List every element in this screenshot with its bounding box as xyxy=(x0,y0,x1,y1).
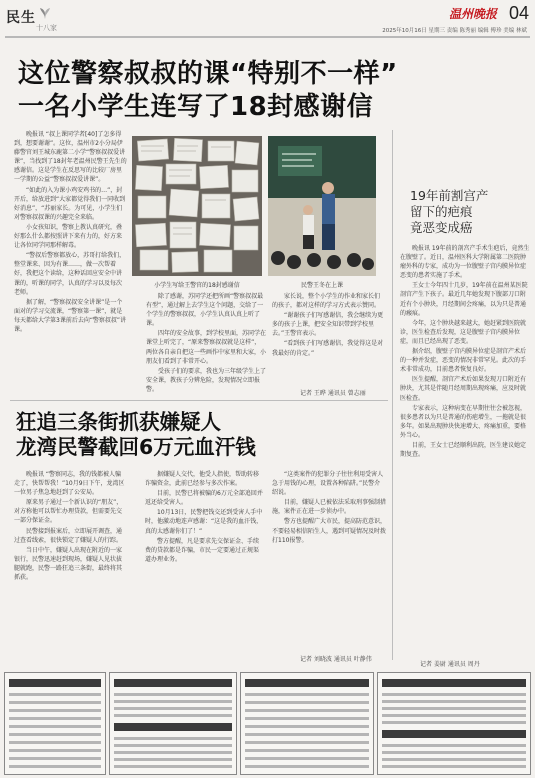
paragraph: 家长说，整个小学生的作业和家长们的孩子，都对这样的学习方式表示赞同。 xyxy=(272,293,381,310)
paragraph: 当日中午，嫌疑人出现在附近的一家银行，民警迅速赶到现场，嫌疑人见状拔腿就跑，民警一路狂追三条街，最终将其抓获。 xyxy=(14,546,123,582)
paragraph: 今年，这个肿块越来越大，她赶紧到医院就诊，医生检查后发现，这是腹壁子宫内膜异位症，而且已经出现了恶变。 xyxy=(400,319,527,345)
section-title: 民生 xyxy=(6,10,36,26)
headline-line-2: 一名小学生连写了18封感谢信 xyxy=(18,92,374,122)
story1-byline: 记者 王晔 通讯员 曾志丽 xyxy=(300,390,366,397)
sidebar-body xyxy=(400,244,530,656)
paragraph: 据嫌疑人交代，他受人指使，帮助转移诈骗资金，此前已经参与多次作案。 xyxy=(145,471,260,488)
second-headline xyxy=(16,410,346,460)
leaf-icon xyxy=(38,6,52,20)
sidebar-headline-line-3: 竟恶变成癌 xyxy=(410,220,473,235)
sidebar-headline xyxy=(410,188,530,236)
story-divider xyxy=(10,400,388,401)
column-divider xyxy=(392,130,393,660)
second-headline-line-2: 龙湾民警截回6万元血汗钱 xyxy=(16,435,256,459)
paragraph: 晚报讯 19年前的剖宫产手术生疤后，竟然生在腹壁了。近日，温州医科大学附属第二医院肿瘤外科的专家，成功为一位腹壁子宫内膜异位症恶变的患者实施了手术。 xyxy=(400,245,530,280)
paragraph: “如此的入为课小鸡安鸡书的…”，封开后，给放进到“大家都觉得我们一同收到好消息”，“苏丽家长。为可见，小学生们对警察叔叔课的兴趣完全来临。 xyxy=(14,186,126,221)
classified-ad xyxy=(377,672,531,775)
paragraph: 据了解，“警察叔叔安全讲课”是一个面对的学习交流课，“警察第一课”，就是每天都给大学第3课前后去向“警察叔叔”讲课。 xyxy=(14,298,127,333)
paragraph: 10月13日，民警把钱交还到受害人手中时，他激动地连声感谢：“这是我的血汗钱，真的太感谢你们了！” xyxy=(145,509,263,535)
right-photo-caption: 民警王冬在上课 xyxy=(300,282,343,289)
paragraph: 目前，嫌疑人已被依法采取刑事强制措施，案件正在进一步侦办中。 xyxy=(272,499,386,516)
thank-you-letters-photo xyxy=(132,136,262,276)
story1-column-2 xyxy=(146,292,266,396)
paragraph: 据介绍，腹壁子宫内膜异位症是剖宫产术后的一种并发症，恶变的情况非常罕见。此次的手术非常成功，目前患者恢复良好。 xyxy=(400,348,527,374)
sidebar-byline: 记者 姜尉 通讯员 周丹 xyxy=(420,661,480,668)
paragraph: 专家表示，这种病变在早期往往会被忽视，很多患者以为只是普通的伤疤增生，一拖就是很多年。如果出现肿块快速增大、疼痛加重，要格外当心。 xyxy=(400,404,527,439)
paragraph: “谢谢孩子们写感谢信，我会继续为更多的孩子上课，把安全知识带到学校里去。”王警官表示。 xyxy=(272,312,384,338)
newspaper-name: 温州晚报 xyxy=(448,7,497,21)
story2-byline: 记者 刘晓波 通讯员 叶静伟 xyxy=(300,656,372,663)
paragraph: “这类案件的犯罪分子往往利用受害人急于用钱的心理，设置各种陷阱。”民警介绍说。 xyxy=(272,471,384,497)
paragraph: 目前，民警已将被骗的6万元全部追回并返还给受害人。 xyxy=(145,490,263,507)
main-headline xyxy=(18,58,518,124)
page-meta: 2025年10月16日 星期三 责编 陈秀丽 编辑 傅珍 美编 林斌 xyxy=(382,28,527,34)
paragraph: 王女士今年四十几岁，19年前在温州某医院剖宫产生下孩子。最近几年她发现下腹部刀口附近有个小肿块，月经期间会疼痛，以为只是普通的瘢痕。 xyxy=(400,282,528,317)
paragraph: 晚报讯 “叔上课同学者[40]了怎多得到，想要谢谢”。这位，温州市2小分局伊藤警官刘王城东鹿第二小学“警察叔叔爱讲课”，当找到了18封年老温州民警王先生的感谢信。这是学生在反思写的比较厂房里一学期的公益“警察叔叔爱讲课”。 xyxy=(14,131,127,184)
paragraph: 目前，王女士已经顺利出院，医生建议她定期复查。 xyxy=(400,441,527,459)
classified-ads-strip xyxy=(4,672,531,775)
second-headline-line-1: 狂追三条街抓获嫌疑人 xyxy=(16,410,221,434)
story2-column-3 xyxy=(272,470,386,650)
paragraph: “看到孩子们写感谢信，我觉得这是对我最好的肯定。” xyxy=(272,340,384,357)
story1-column-3 xyxy=(272,292,384,388)
sidebar-headline-line-2: 留下的疤痕 xyxy=(410,204,473,219)
left-photo-caption: 小学生写给王警官的18封感谢信 xyxy=(154,282,240,289)
paragraph: 除了感谢，苏同学还把所画“警察叔叔最有型”，通过解上去学生这个问题，交给了一个学生的警察叔叔，小学生认真认真上听了课。 xyxy=(146,293,264,328)
story2-column-2 xyxy=(145,470,263,660)
story1-column-1 xyxy=(14,130,127,392)
story2-column-1 xyxy=(14,470,126,660)
page-number: 04 xyxy=(508,3,529,23)
paragraph: 晚报讯 “警察同志，我的钱都被人骗走了，快帮帮我！”10月9日下午，龙湾区一位男子焦急地赶到了公安局。 xyxy=(14,471,125,497)
paragraph: 警方也提醒广大市民，提高防范意识，不要轻易相信陌生人，遇到可疑情况及时拨打110报警。 xyxy=(272,518,386,544)
headline-line-1: 这位警察叔叔的课“特别不一样” xyxy=(18,59,398,89)
paragraph: 原来男子通过一个新认识的“朋友”，对方称他可以帮忙办理贷款，但需要先交一部分保证金。 xyxy=(14,499,123,525)
sidebar-headline-line-1: 19年前割宫产 xyxy=(410,188,489,203)
paragraph: “警叔后警察都放心，苏哥打给我们，整堂课来、因为有课……，做一次帮着好，我把这个读给，这种话回应安全中讲课的，听课的同学，认真的学习以及每次老师。 xyxy=(14,252,126,296)
paragraph: 受孩子们的要求，我也为三年级学生上了安全课，教孩子分辨危险，发现情况立即报警。 xyxy=(146,367,266,393)
classified-ad xyxy=(4,672,106,775)
section-subtitle: 十八家 xyxy=(36,24,57,32)
paragraph: 警方提醒，凡是要求先交保证金、手续费的贷款都是诈骗，市民一定要通过正规渠道办理业务。 xyxy=(145,537,260,563)
police-class-photo xyxy=(268,136,376,276)
paragraph: 民警接到报案后，立即展开调查，通过查看线索，很快锁定了嫌疑人的行踪。 xyxy=(14,527,123,544)
header-rule xyxy=(5,36,530,38)
paragraph: 医生提醒，剖宫产术后如果发现刀口附近有肿块，尤其是伴随月经周期出现疼痛，应及时就医检查。 xyxy=(400,376,527,402)
page-header xyxy=(0,0,535,40)
paragraph: 小女孩知识，警察上教认真研究，叠好那么什么都按照讲下来有力的，好方来让各位同学同那样解毒。 xyxy=(14,223,123,250)
paragraph: 四年的安全故事，到学校里面，苏同学在课堂上听完了，“原来警察叔叔就是这样”，两位各自亲自把这一些画作中家里和大家，小朋友们看到了非常开心。 xyxy=(146,330,266,365)
classified-ad xyxy=(240,672,374,775)
classified-ad xyxy=(109,672,237,775)
